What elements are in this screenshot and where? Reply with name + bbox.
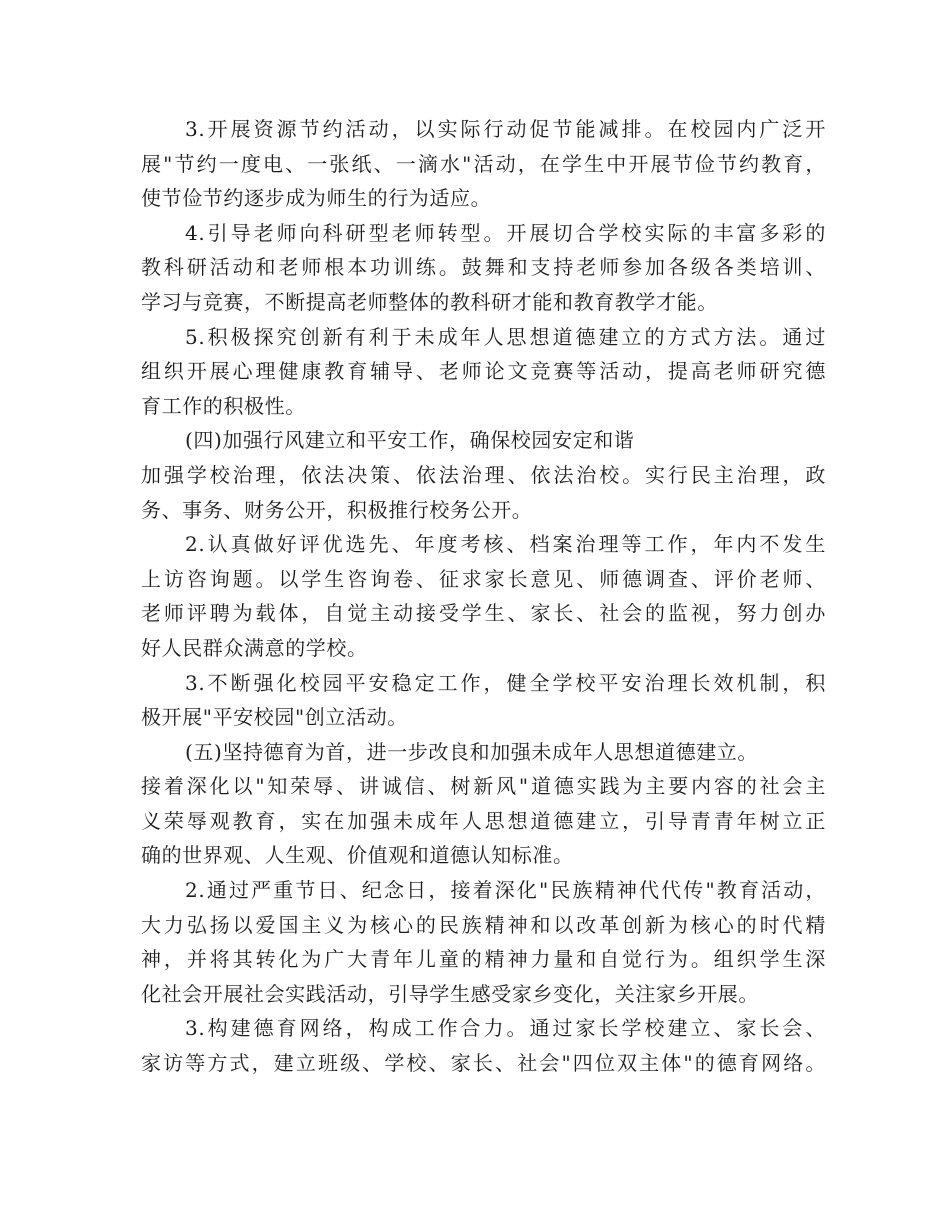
text-line: 大力弘扬以爱国主义为核心的民族精神和以改革创新为核心的时代精	[141, 912, 826, 937]
text-line: 5.积极探究创新有利于未成年人思想道德建立的方式方法。通过	[185, 324, 826, 349]
text-line: 极开展"平安校园"创立活动。	[141, 705, 408, 730]
text-line: 化社会开展社会实践活动，引导学生感受家乡变化，关注家乡开展。	[141, 981, 759, 1006]
text-line: 接着深化以"知荣辱、讲诚信、树新风"道德实践为主要内容的社会主	[141, 774, 826, 799]
text-line: 育工作的积极性。	[141, 393, 306, 418]
text-line: 组织开展心理健康教育辅导、老师论文竞赛等活动，提高老师研究德	[141, 359, 826, 384]
text-line: 教科研活动和老师根本功训练。鼓舞和支持老师参加各级各类培训、	[141, 255, 826, 280]
text-line: 2.通过严重节日、纪念日，接着深化"民族精神代代传"教育活动，	[185, 878, 826, 903]
text-line: 展"节约一度电、一张纸、一滴水"活动，在学生中开展节俭节约教育，	[141, 151, 826, 176]
text-line: 上访咨询题。以学生咨询卷、征求家长意见、师德调查、评价老师、	[141, 566, 826, 591]
text-line: 好人民群众满意的学校。	[141, 635, 368, 660]
text-line: 2.认真做好评优选先、年度考核、档案治理等工作，年内不发生	[185, 532, 826, 557]
section-heading: (四)加强行风建立和平安工作，确保校园安定和谐	[185, 428, 635, 453]
section-heading: (五)坚持德育为首，进一步改良和加强未成年人思想道德建立。	[185, 739, 759, 764]
text-line: 义荣辱观教育，实在加强未成年人思想道德建立，引导青青年树立正	[141, 808, 826, 833]
document-body	[141, 112, 826, 1081]
text-line: 家访等方式，建立班级、学校、家长、社会"四位双主体"的德育网络。	[141, 1051, 826, 1076]
text-line: 务、事务、财务公开，积极推行校务公开。	[141, 497, 533, 522]
text-line: 3.不断强化校园平安稳定工作，健全学校平安治理长效机制，积	[185, 670, 826, 695]
text-line: 4.引导老师向科研型老师转型。开展切合学校实际的丰富多彩的	[185, 220, 826, 245]
text-line: 学习与竞赛，不断提高老师整体的教科研才能和教育教学才能。	[141, 289, 718, 314]
text-line: 3.构建德育网络，构成工作合力。通过家长学校建立、家长会、	[185, 1016, 826, 1041]
text-line: 加强学校治理，依法决策、依法治理、依法治校。实行民主治理，政	[141, 462, 826, 487]
text-line: 使节俭节约逐步成为师生的行为适应。	[141, 186, 492, 211]
text-line: 确的世界观、人生观、价值观和道德认知标准。	[141, 843, 574, 868]
text-line: 3.开展资源节约活动，以实际行动促节能减排。在校园内广泛开	[185, 117, 826, 141]
text-line: 神，并将其转化为广大青年儿童的精神力量和自觉行为。组织学生深	[141, 947, 826, 972]
text-line: 老师评聘为载体，自觉主动接受学生、家长、社会的监视，努力创办	[141, 601, 826, 626]
